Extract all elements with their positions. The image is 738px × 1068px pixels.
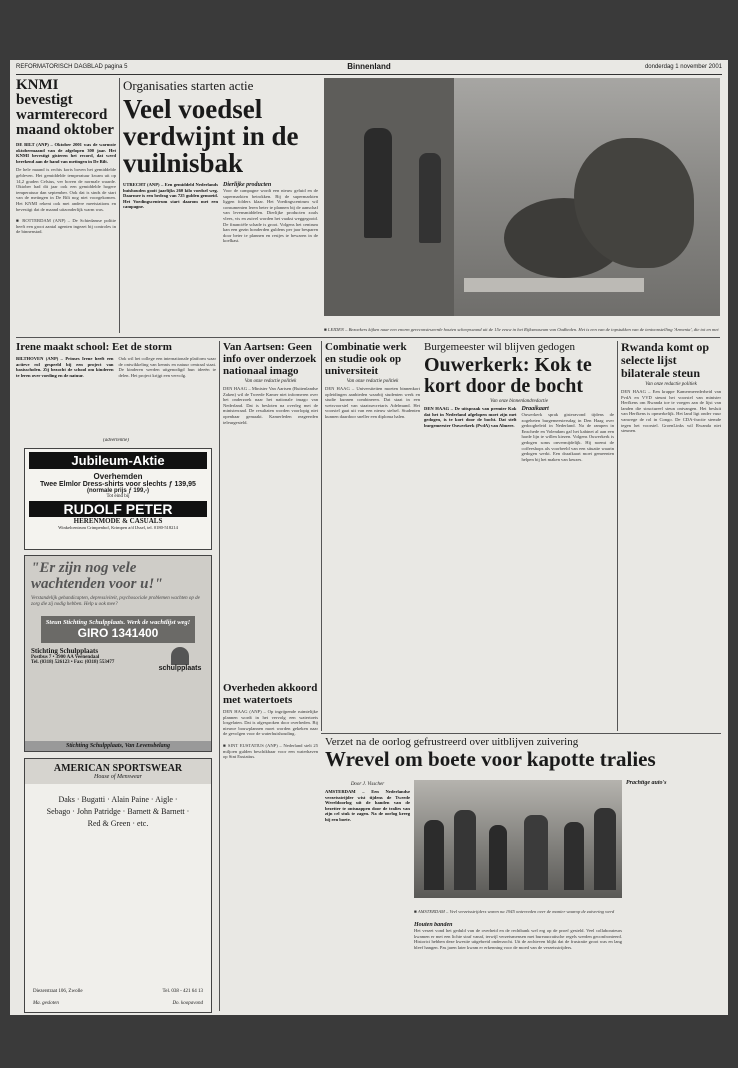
body-combinatie: DEN HAAG – Universiteiten moeten binnenkort opleidingen aanbieden waarbij studenten werk en studie kunnen combineren. Dat staat in een wetsvoorstel van staatssecretaris Adelmund. Het voorstel gaat uit van een nieuw stelsel. Studenten kunnen daardoor sneller een diploma halen. — [325, 386, 420, 419]
body-overheden: DEN HAAG (ANP) – Op ingrijpende ruimtelijke plannen wordt in het vervolg een watertoets losgelaten. Dat is afgesproken door overheden. Bij nieuwe bouwplannen moet worden gekeken naar de gevolgen voor de waterhuishouding. — [223, 709, 318, 737]
article-combinatie — [325, 341, 420, 731]
body-voedsel: Voor de campagne wordt een nieuw geluid en de supermarkten betrokken. Bij de supermarkten liggen folders klaar. Het Voedingscentrum wil consumenten leren beter te plannen bij de aanschaf van levensmiddelen. Dierlijke producten zoals vlees, vis en zuivel worden het vaakst weggegooid. De financiële schade is groot. Volgens het centrum kan een gezin honderden guldens per jaar besparen door beter te plannen en restjes te bewaren in de koelkast. — [223, 188, 318, 244]
shell-logo-icon — [171, 647, 189, 665]
byline-rwanda: Van onze redactie politiek — [645, 382, 697, 387]
article-voedsel — [123, 78, 318, 333]
photo-caption-top — [324, 318, 720, 334]
lead-knmi: DE BILT (ANP) – Oktober 2001 was de warmste oktobermaand van de afgelopen 300 jaar. Het KNMI bevestigt gisteren het record, dat werd berekend aan de hand van metingen in De Bilt. — [16, 142, 116, 164]
header-paper-name: REFORMATORISCH DAGBLAD pagina 5 — [16, 64, 128, 70]
ad-jubileum-line1: Overhemden — [93, 472, 143, 481]
ad-schulp-band: Steun Stichting Schulpplaats. Werk de wachtlijst weg! — [45, 619, 191, 626]
headline-voedsel: Veel voedsel verdwijnt in de vuilnisbak — [123, 94, 299, 178]
ad-schulpplaats — [24, 555, 212, 752]
brief-rotterdam: ■ ROTTERDAM (ANP) – De Schiedamse politie heeft een groot aantal agenten ingezet bij controles in de binnenstad. — [16, 218, 116, 235]
ad-schulp-addr2: Tel. (0318) 526123 • Fax: (0318) 553477 — [31, 660, 115, 665]
ad-schulp-addr1: Postbus 7 • 3900 AA Veenendaal — [31, 655, 100, 660]
ad-jubileum-title: Jubileum-Aktie — [29, 452, 207, 469]
lead-ouwerkerk: DEN HAAG – De uitspraak van premier Kok dat het in Nederland afgelopen moet zijn met gedogen, is te kort door de bocht. Dat stelt burgemeester Ouwerkerk (PvdA) van Almere. — [424, 406, 517, 428]
photo-caption-war — [414, 900, 622, 920]
body-wrevel: Het verzet vond het geduld van de overheid en de rechtbank wel erg op de proef gesteld. Veel collaborateurs kwamen er met een lichte straf vanaf, terwijl verzetsmensen met bureaucratische regels werden geconfronteerd. Historici hebben deze kwestie uitgebreid onderzocht. Uit de archieven blijkt dat de frustratie groot was en lang bleef hangen. Pas jaren later kwam er erkenning voor de moed van de verzetsstrijders. — [414, 928, 622, 950]
ad-jubileum-line3: (normale prijs ƒ 199,-) — [86, 488, 150, 494]
article-knmi — [16, 78, 116, 333]
article-wrevel-head — [325, 736, 721, 776]
body-rwanda: DEN HAAG – Een krappe Kamermeerderheid van PvdA en VVD steunt het voorstel van minister Herfkens om Rwanda toe te voegen aan de lijst van landen die structureel steun ontvangen. Het besluit van Herfkens is opmerkelijk. Het land ligt onder vuur vanwege de rol in Congo. De CDA-fractie stemde tegen het voorstel. GroenLinks wil Rwanda niet steunen. — [621, 389, 721, 434]
ad-schulp-body: Verstandelijk gehandicapten, depressiviteit, psychosociale problemen wachten op de zorg die zij nodig hebben. Help u ook mee? — [31, 596, 200, 607]
ad-schulp-org: Stichting Schulpplaats — [31, 647, 99, 655]
lead-wrevel: AMSTERDAM – Een Nederlandse verzetsstrijder wist tijdens de Tweede Wereldoorlog uit de handen van de bezetter te ontsnappen door de tralies van zijn cel stuk te zagen. Na de oorlog kreeg hij een boete. — [325, 789, 410, 822]
subhead-wrevel-1: Houten banden — [414, 922, 453, 928]
headline-combinatie: Combinatie werk en studie ook op universiteit — [325, 341, 407, 377]
article-wrevel-body — [414, 922, 622, 1012]
subhead-wrevel-2: Prachtige auto's — [626, 780, 667, 786]
article-overheden — [223, 682, 318, 1012]
ad-american-right: Do. koopavond — [172, 1001, 203, 1006]
byline-wrevel: Door J. Visscher — [350, 782, 385, 787]
page-header — [16, 62, 722, 75]
ad-schulp-logo: schulpplaats — [158, 665, 202, 672]
header-section: Binnenland — [347, 62, 391, 71]
headline-van-aartsen: Van Aartsen: Geen info over onderzoek nationaal imago — [223, 341, 317, 377]
column-divider — [617, 341, 618, 731]
headline-knmi: KNMI bevestigt warmterecord maand oktober — [16, 78, 114, 138]
ad-jubileum-address: Winkelcentrum Crimpenhof, Krimpen a/d IJssel, tel. 0180-518214 — [58, 525, 178, 530]
ad-american-addr: Diezerstraat 106, Zwolle — [33, 989, 83, 994]
section-divider — [16, 337, 720, 338]
byline-van-aartsen: Van onze redactie politiek — [244, 379, 297, 384]
photo-war — [414, 780, 622, 898]
ad-schulp-giro: GIRO 1341400 — [77, 626, 159, 640]
caption-war: ■ AMSTERDAM – Veel verzetsstrijders waren na 1945 ontevreden over de manier waarop de zuivering werd — [414, 909, 615, 914]
ad-american-sub: House of Menswear — [94, 774, 142, 780]
lead-voedsel: UTRECHT (ANP) – Een gemiddeld Nederlands huishouden gooit jaarlijks 260 kilo voedsel weg. Daarmee is een bedrag van 725 gulden gemoeid. Het Voedingscentrum start daarom met een campagne. — [123, 182, 218, 210]
ad-jubileum-line4: Tot eind bij — [106, 494, 130, 499]
ad-jubileum-line2: Twee Elmlor Dress-shirts voor slechts ƒ 139,95 — [40, 481, 196, 488]
ad-american-brands1: Daks · Bugatti · Alain Paine · Aigle · — [58, 795, 178, 804]
ad-american-tel: Tel. 038 - 421 64 13 — [162, 989, 203, 994]
article-ouwerkerk — [424, 341, 614, 731]
brief-sint-eustatius: ■ SINT EUSTATIUS (ANP) – Nederland stelt 25 miljoen gulden beschikbaar voor een waterhaven op Sint Eustatius. — [223, 742, 318, 760]
subhead-ouwerkerk: Draaikaart — [521, 406, 549, 412]
lead-irene: BILTHOVEN (ANP) – Prinses Irene heeft een actieve rol gespeeld bij een project van basisscholen. Zij bezocht de school om kinderen te leren over voeding en de natuur. — [16, 356, 114, 378]
header-date: donderdag 1 november 2001 — [644, 64, 722, 70]
caption-museum: ■ LEIDEN – Bezoekers kijken naar een enorm gereconstrueerde houten scheepswand uit de 15e eeuw in het Rijksmuseum van Oudheden. Het is een van de topstukken van de tentoonstelling 'Armenia', die tot en met — [324, 327, 719, 332]
column-divider — [321, 341, 322, 731]
ad-american-left: Ma. gesloten — [33, 1001, 59, 1006]
byline-ouwerkerk: Van onze binnenlandredactie — [490, 399, 548, 404]
article-irene — [16, 341, 216, 436]
kicker-wrevel: Verzet na de oorlog gefrustreerd over uitblijven zuivering — [325, 736, 579, 748]
newspaper-page — [10, 60, 728, 1015]
photo-museum — [324, 78, 720, 316]
ad-jubileum — [24, 448, 212, 550]
headline-irene: Irene maakt school: Eet de storm — [16, 341, 172, 353]
body-van-aartsen: DEN HAAG – Minister Van Aartsen (Buitenlandse Zaken) wil de Tweede Kamer niet informeren over het onderzoek naar het nationale imago van Nederland. Dat is besloten na overleg met de ministerraad. De resultaten worden voorlopig niet openbaar gemaakt. Kamerleden reageerden teleurgesteld. — [223, 386, 318, 425]
body-irene: Ook wil het college een internationale platform waar de ontwikkeling van kennis en natuur centraal staat. De kinderen werden uitgenodigd hun ideeën te delen. Het project krijgt een vervolg. — [118, 356, 216, 378]
section-divider — [321, 733, 721, 734]
column-divider — [219, 341, 220, 1011]
ad-american-title: AMERICAN SPORTSWEAR — [53, 763, 183, 774]
headline-overheden: Overheden akkoord met watertoets — [223, 682, 318, 706]
ad-american-sportswear — [24, 758, 212, 1013]
body-ouwerkerk: Ouwerkerk sprak gisteravond tijdens de zogeheten burgemeestersdag in Den Haag over gedoogbeleid in Nederland. Na de rampen in Enschede en Volendam gaf het kabinet al aan een harde lijn te willen kiezen. Volgens Ouwerkerk is gedogen soms onvermijdelijk. Hij noemt de coffeeshops als voorbeeld van een situatie waarin gedogen werkt. Een draaikaart moet gemeenten helpen bij het maken van keuzes. — [521, 412, 614, 462]
body-knmi: De hele maand is rechts korts boven het gemiddelde gebleven. Het gemiddelde temperatuur kwam uit op 14,2 graden Celsius, ver boven de normale waarde. Oktober had dit jaar ook een gemiddelde hogere temperatuur dan september. Ook dat is sinds de start van de metingen in De Bilt nog niet voorgekomen. Het KNMI rekent ook met andere meetstations en bevestigt dat de maand uitzonderlijk warm was. — [16, 167, 116, 212]
headline-rwanda: Rwanda komt op selecte lijst bilaterale steun — [621, 341, 710, 380]
article-wrevel-lead — [325, 780, 410, 1012]
ad-jubileum-brand: RUDOLF PETER — [29, 501, 207, 517]
headline-ouwerkerk: Ouwerkerk: Kok te kort door de bocht — [424, 354, 592, 397]
kicker-voedsel: Organisaties starten actie — [123, 78, 254, 93]
ad-schulp-slogan: "Er zijn nog vele wachtenden voor u!" — [31, 560, 163, 592]
headline-wrevel: Wrevel om boete voor kapotte tralies — [325, 747, 656, 771]
article-rwanda — [621, 341, 721, 731]
ad-american-brands2: Sebago · John Patridge · Barnett & Barnett · — [46, 807, 190, 816]
ad-label: (advertentie) — [103, 438, 129, 443]
ad-american-brands3: Red & Green · etc. — [87, 819, 149, 828]
byline-combinatie: Van onze redactie politiek — [346, 379, 399, 384]
ad-jubileum-sub: HERENMODE & CASUALS — [73, 517, 163, 525]
article-van-aartsen — [223, 341, 318, 676]
ad-schulp-footer: Stichting Schulpplaats, Van Levensbelang — [25, 741, 211, 751]
column-divider — [119, 78, 120, 333]
article-wrevel-right — [626, 780, 721, 1012]
kicker-ouwerkerk: Burgemeester wil blijven gedogen — [424, 341, 576, 353]
subhead-voedsel: Dierlijke producten — [223, 182, 272, 188]
